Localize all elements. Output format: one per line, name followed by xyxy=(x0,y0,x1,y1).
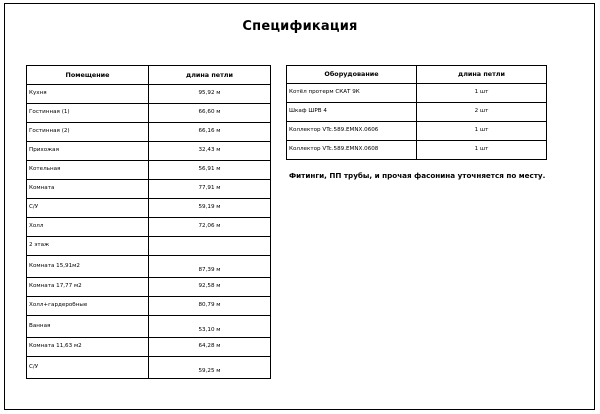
loop-length: 64,28 м xyxy=(149,338,271,357)
loop-length: 59,25 м xyxy=(149,357,271,379)
table-row xyxy=(27,104,271,123)
table-row xyxy=(27,256,271,278)
loop-length: 72,06 м xyxy=(149,218,271,237)
room-name: Комната 11,63 м2 xyxy=(27,338,149,357)
room-name: Гостинная (1) xyxy=(27,104,149,123)
loop-length: 95,92 м xyxy=(149,85,271,104)
equipment-table xyxy=(286,65,547,160)
table-row xyxy=(27,218,271,237)
equipment-qty: 1 шт xyxy=(417,141,547,160)
loop-length: 80,79 м xyxy=(149,297,271,316)
equipment-name: Коллектор VTc.589.EMNX.0606 xyxy=(287,122,417,141)
column-header-quantity: длина петли xyxy=(417,66,547,84)
room-name: Холл xyxy=(27,218,149,237)
loop-length: 66,16 м xyxy=(149,123,271,142)
table-row xyxy=(287,122,547,141)
table-row xyxy=(27,142,271,161)
loop-length: 56,91 м xyxy=(149,161,271,180)
equipment-qty: 1 шт xyxy=(417,122,547,141)
room-name: Кухня xyxy=(27,85,149,104)
loop-length: 53,10 м xyxy=(149,316,271,338)
room-name: С/У xyxy=(27,199,149,218)
loop-length: 66,60 м xyxy=(149,104,271,123)
room-name: Комната 15,91м2 xyxy=(27,256,149,278)
table-row xyxy=(27,297,271,316)
table-header-row xyxy=(287,66,547,84)
room-name: Комната 17,77 м2 xyxy=(27,278,149,297)
room-name: Ванная xyxy=(27,316,149,338)
equipment-qty: 2 шт xyxy=(417,103,547,122)
equipment-qty: 1 шт xyxy=(417,84,547,103)
table-row xyxy=(287,84,547,103)
table-row xyxy=(27,199,271,218)
page-title: Спецификация xyxy=(242,19,358,34)
loop-length: 87,39 м xyxy=(149,256,271,278)
room-name: Комната xyxy=(27,180,149,199)
room-name: Холл+гардеробные xyxy=(27,297,149,316)
table-row xyxy=(27,316,271,338)
table-row xyxy=(27,161,271,180)
table-row xyxy=(287,141,547,160)
column-header-length: длина петли xyxy=(149,66,271,85)
room-name: С/У xyxy=(27,357,149,379)
column-header-room: Помещение xyxy=(27,66,149,85)
room-name: Гостинная (2) xyxy=(27,123,149,142)
room-name: 2 этаж xyxy=(27,237,149,256)
room-name: Прихожая xyxy=(27,142,149,161)
loop-length: 92,58 м xyxy=(149,278,271,297)
table-row xyxy=(27,357,271,379)
equipment-name: Коллектор VTc.589.EMNX.0608 xyxy=(287,141,417,160)
table-row xyxy=(27,123,271,142)
column-header-equipment: Оборудование xyxy=(287,66,417,84)
loop-length xyxy=(149,237,271,256)
table-row xyxy=(27,180,271,199)
equipment-name: Котёл протерм СКАТ 9К xyxy=(287,84,417,103)
table-header-row xyxy=(27,66,271,85)
table-row xyxy=(27,338,271,357)
equipment-name: Шкаф ШРВ 4 xyxy=(287,103,417,122)
room-name: Котельная xyxy=(27,161,149,180)
table-row xyxy=(287,103,547,122)
table-row xyxy=(27,237,271,256)
loop-length: 59,19 м xyxy=(149,199,271,218)
table-row xyxy=(27,85,271,104)
loop-length: 77,91 м xyxy=(149,180,271,199)
table-row xyxy=(27,278,271,297)
loop-length: 32,43 м xyxy=(149,142,271,161)
fittings-note: Фитинги, ПП трубы, и прочая фасонина уточняется по месту. xyxy=(289,171,546,180)
rooms-table xyxy=(26,65,271,379)
